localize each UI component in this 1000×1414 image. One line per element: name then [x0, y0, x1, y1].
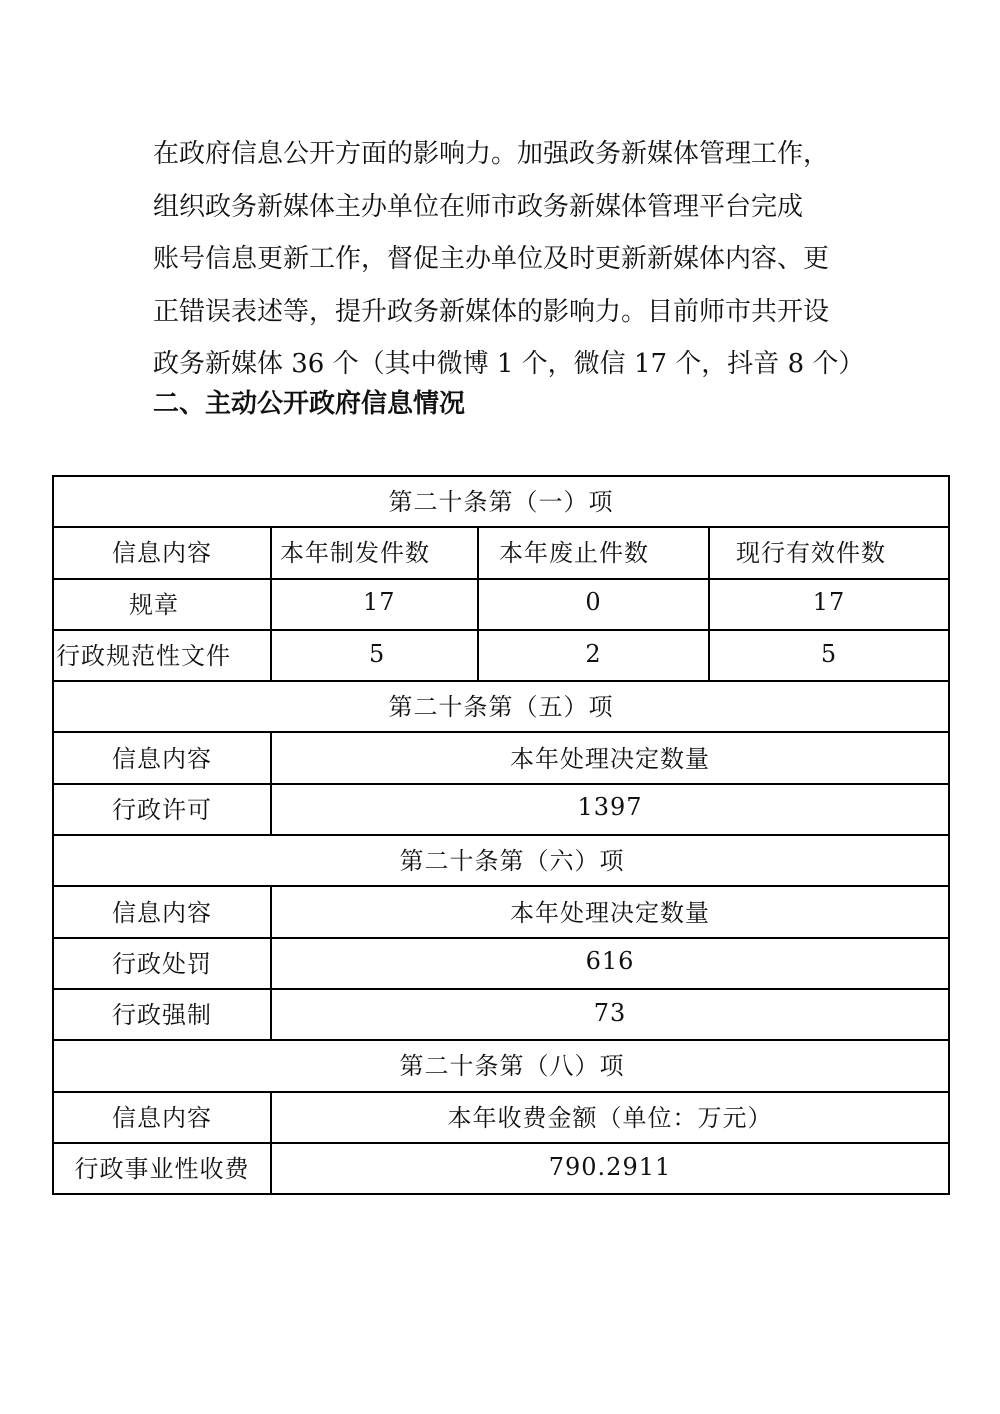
section-title: 第二十条第（八）项	[53, 1040, 949, 1091]
header-cell: 现行有效件数	[709, 527, 949, 578]
disclosure-table	[52, 475, 950, 1195]
row-label: 规章	[53, 579, 271, 630]
row-label: 行政事业性收费	[53, 1143, 271, 1194]
value-cell: 5	[709, 630, 949, 681]
paragraph-line: 账号信息更新工作，督促主办单位及时更新新媒体内容、更	[153, 244, 830, 275]
table-section-title-row	[53, 835, 949, 886]
header-cell: 信息内容	[53, 886, 271, 937]
header-cell: 本年制发件数	[271, 527, 478, 578]
value-cell: 1397	[271, 784, 949, 835]
paragraph-line: 在政府信息公开方面的影响力。加强政务新媒体管理工作，	[153, 139, 830, 169]
table-header-row	[53, 886, 949, 937]
table-row	[53, 630, 949, 681]
header-cell: 本年处理决定数量	[271, 732, 949, 783]
body-paragraph	[153, 128, 873, 391]
section-title: 第二十条第（五）项	[53, 681, 949, 732]
row-label: 行政规范性文件	[53, 630, 271, 681]
table-row	[53, 938, 949, 989]
paragraph-line: 正错误表述等，提升政务新媒体的影响力。目前师市共开设	[153, 296, 830, 327]
section-title: 第二十条第（六）项	[53, 835, 949, 886]
table-section-title-row	[53, 681, 949, 732]
table-header-row	[53, 527, 949, 578]
header-cell: 信息内容	[53, 527, 271, 578]
table-header-row	[53, 732, 949, 783]
table-section-title-row	[53, 1040, 949, 1091]
table-header-row	[53, 1092, 949, 1143]
paragraph-line: 政务新媒体 36 个（其中微博 1 个，微信 17 个，抖音 8 个）	[153, 349, 865, 380]
value-cell: 0	[478, 579, 709, 630]
value-cell: 5	[271, 630, 478, 681]
table-row	[53, 989, 949, 1040]
value-cell: 73	[271, 989, 949, 1040]
header-cell: 本年处理决定数量	[271, 886, 949, 937]
value-cell: 2	[478, 630, 709, 681]
row-label: 行政处罚	[53, 938, 271, 989]
value-cell: 616	[271, 938, 949, 989]
value-cell: 17	[709, 579, 949, 630]
table-row	[53, 784, 949, 835]
header-cell: 信息内容	[53, 732, 271, 783]
table-row	[53, 579, 949, 630]
section-title: 第二十条第（一）项	[53, 476, 949, 527]
header-cell: 本年收费金额（单位：万元）	[271, 1092, 949, 1143]
table-row	[53, 1143, 949, 1194]
header-cell: 本年废止件数	[478, 527, 709, 578]
section-heading: 二、主动公开政府信息情况	[153, 389, 466, 419]
row-label: 行政强制	[53, 989, 271, 1040]
value-cell: 17	[271, 579, 478, 630]
paragraph-line: 组织政务新媒体主办单位在师市政务新媒体管理平台完成	[153, 191, 804, 222]
table-section-title-row	[53, 476, 949, 527]
header-cell: 信息内容	[53, 1092, 271, 1143]
row-label: 行政许可	[53, 784, 271, 835]
value-cell: 790.2911	[271, 1143, 949, 1194]
